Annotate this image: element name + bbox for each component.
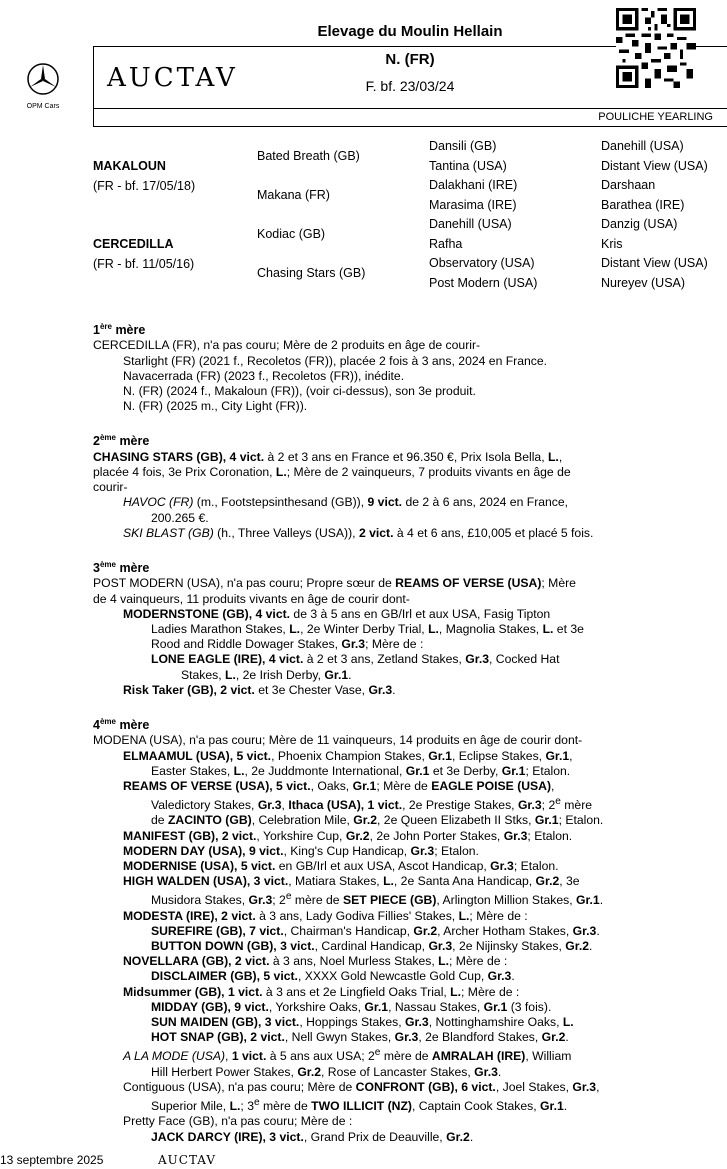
text-line: Midsummer (GB), 1 vict. à 3 ans et 2e Lingfield Oaks Trial, L.; Mère de : — [123, 984, 520, 999]
pedigree-gen2-3: Kodiac (GB) — [257, 227, 326, 241]
text-line: N. (FR) (2025 m., City Light (FR)). — [123, 399, 308, 414]
category-label: POULICHE YEARLING — [598, 111, 713, 123]
text-line: Contiguous (USA), n'a pas couru; Mère de CONFRONT (GB), 6 vict., Joel Stakes, Gr.3, — [123, 1079, 600, 1094]
section-title: 3ème mère — [93, 559, 150, 576]
text-line: HAVOC (FR) (m., Footstepsinthesand (GB)), 9 vict. de 2 à 6 ans, 2024 en France, — [123, 495, 569, 510]
text-line: Starlight (FR) (2021 f., Recoletos (FR)), placée 2 fois à 3 ans, 2024 en France. — [123, 353, 548, 368]
opm-cars-logo — [12, 62, 74, 110]
text-line: 200.265 €. — [151, 510, 209, 525]
text-line: DISCLAIMER (GB), 5 vict., XXXX Gold Newcastle Gold Cup, Gr.3. — [151, 969, 515, 984]
sire-detail: (FR - bf. 17/05/18) — [93, 179, 196, 193]
pedigree-gen3-2: Tantina (USA) — [429, 159, 507, 173]
text-line: POST MODERN (USA), n'a pas couru; Propre sœur de REAMS OF VERSE (USA); Mère — [93, 576, 576, 591]
horse-info: F. bf. 23/03/24 — [365, 78, 455, 94]
breeder-name: Elevage du Moulin Hellain — [317, 23, 503, 40]
text-line: CHASING STARS (GB), 4 vict. à 2 et 3 ans en France et 96.350 €, Prix Isola Bella, L., — [93, 449, 563, 464]
section-3rd-dam — [93, 557, 713, 698]
footer-date: 13 septembre 2025 — [0, 1153, 104, 1167]
text-line: Hill Herbert Power Stakes, Gr.2, Rose of Lancaster Stakes, Gr.3. — [151, 1064, 502, 1079]
pedigree-gen3-5: Danehill (USA) — [429, 217, 512, 231]
text-line: Navacerrada (FR) (2023 f., Recoletos (FR)), inédite. — [123, 368, 405, 383]
text-line: courir- — [93, 480, 128, 495]
text-line: A LA MODE (USA), 1 vict. à 5 ans aux USA; 2e mère de AMRALAH (IRE), William — [123, 1047, 572, 1064]
sponsor-name: OPM Cars — [26, 103, 60, 110]
text-line: SUREFIRE (GB), 7 vict., Chairman's Handicap, Gr.2, Archer Hotham Stakes, Gr.3. — [151, 923, 600, 938]
pedigree-gen4-6: Kris — [601, 237, 623, 251]
text-line: ELMAAMUL (USA), 5 vict., Phoenix Champion Stakes, Gr.1, Eclipse Stakes, Gr.1, — [123, 748, 573, 763]
text-line: N. (FR) (2024 f., Makaloun (FR)), (voir ci-dessus), son 3e produit. — [123, 383, 476, 398]
mercedes-star-icon — [26, 62, 60, 96]
text-line: MIDDAY (GB), 9 vict., Yorkshire Oaks, Gr.1, Nassau Stakes, Gr.1 (3 fois). — [151, 999, 552, 1014]
dam-name: CERCEDILLA — [93, 237, 174, 251]
sire-name: MAKALOUN — [93, 159, 166, 173]
text-line: Stakes, L., 2e Irish Derby, Gr.1. — [181, 667, 352, 682]
text-line: SUN MAIDEN (GB), 3 vict., Hoppings Stakes, Gr.3, Nottinghamshire Oaks, L. — [151, 1015, 574, 1030]
pedigree-gen3-6: Rafha — [429, 237, 463, 251]
text-line: MODERNISE (USA), 5 vict. en GB/Irl et aux USA, Ascot Handicap, Gr.3; Etalon. — [123, 858, 559, 873]
qr-code-icon — [616, 8, 696, 88]
text-line: Superior Mile, L.; 3e mère de TWO ILLICIT (NZ), Captain Cook Stakes, Gr.1. — [151, 1097, 568, 1114]
text-line: MODERNSTONE (GB), 4 vict. de 3 à 5 ans en GB/Irl et aux USA, Fasig Tipton — [123, 606, 551, 621]
text-line: Pretty Face (GB), n'a pas couru; Mère de : — [123, 1114, 353, 1129]
pedigree-gen4-7: Distant View (USA) — [601, 256, 708, 270]
text-line: de 4 vainqueurs, 11 produits vivants en âge de courir dont- — [93, 591, 410, 606]
text-line: placée 4 fois, 3e Prix Coronation, L.; Mère de 2 vainqueurs, 7 produits vivants en âge de — [93, 464, 571, 479]
pedigree-gen3-3: Dalakhani (IRE) — [429, 178, 518, 192]
text-line: Musidora Stakes, Gr.3; 2e mère de SET PIECE (GB), Arlington Million Stakes, Gr.1. — [151, 891, 604, 908]
text-line: MANIFEST (GB), 2 vict., Yorkshire Cup, Gr.2, 2e John Porter Stakes, Gr.3; Etalon. — [123, 828, 573, 843]
text-line: Valedictory Stakes, Gr.3, Ithaca (USA), 1 vict., 2e Prestige Stakes, Gr.3; 2e mère — [151, 796, 593, 813]
pedigree-gen3-4: Marasima (IRE) — [429, 198, 517, 212]
text-line: NOVELLARA (GB), 2 vict. à 3 ans, Noel Murless Stakes, L.; Mère de : — [123, 954, 508, 969]
text-line: Easter Stakes, L., 2e Juddmonte International, Gr.1 et 3e Derby, Gr.1; Etalon. — [151, 763, 571, 778]
pedigree-gen2-1: Bated Breath (GB) — [257, 149, 360, 163]
section-1st-dam — [93, 319, 713, 414]
pedigree-gen3-1: Dansili (GB) — [429, 139, 497, 153]
dam-detail: (FR - bf. 11/05/16) — [93, 257, 195, 271]
text-line: REAMS OF VERSE (USA), 5 vict., Oaks, Gr.1; Mère de EAGLE POISE (USA), — [123, 778, 555, 793]
pedigree-gen4-2: Distant View (USA) — [601, 159, 708, 173]
text-line: JACK DARCY (IRE), 3 vict., Grand Prix de Deauville, Gr.2. — [151, 1129, 474, 1144]
pedigree-gen3-8: Post Modern (USA) — [429, 276, 538, 290]
pedigree-gen4-1: Danehill (USA) — [601, 139, 684, 153]
pedigree-gen2-2: Makana (FR) — [257, 188, 330, 202]
pedigree-gen4-8: Nureyev (USA) — [601, 276, 686, 290]
section-title: 2ème mère — [93, 433, 150, 449]
section-4th-dam — [93, 714, 713, 1145]
text-line: SKI BLAST (GB) (h., Three Valleys (USA)), 2 vict. à 4 et 6 ans, £10,005 et placé 5 fois. — [123, 525, 594, 540]
pedigree-gen4-4: Barathea (IRE) — [601, 198, 685, 212]
pedigree-gen4-5: Danzig (USA) — [601, 217, 678, 231]
text-line: Ladies Marathon Stakes, L., 2e Winter Derby Trial, L., Magnolia Stakes, L. et 3e — [151, 621, 584, 636]
pedigree-gen3-7: Observatory (USA) — [429, 256, 535, 270]
text-line: LONE EAGLE (IRE), 4 vict. à 2 et 3 ans, Zetland Stakes, Gr.3, Cocked Hat — [151, 652, 560, 667]
section-title: 4ème mère — [93, 716, 150, 733]
text-line: MODESTA (IRE), 2 vict. à 3 ans, Lady Godiva Fillies' Stakes, L.; Mère de : — [123, 908, 528, 923]
pedigree-gen2-4: Chasing Stars (GB) — [257, 266, 366, 280]
text-line: MODENA (USA), n'a pas couru; Mère de 11 vainqueurs, 14 produits en âge de courir dont- — [93, 733, 583, 748]
text-line: BUTTON DOWN (GB), 3 vict., Cardinal Handicap, Gr.3, 2e Nijinsky Stakes, Gr.2. — [151, 939, 593, 954]
pedigree-gen4-3: Darshaan — [601, 178, 656, 192]
text-line: de ZACINTO (GB), Celebration Mile, Gr.2, 2e Queen Elizabeth II Stks, Gr.1; Etalon. — [151, 813, 604, 828]
section-title: 1ère mère — [93, 322, 146, 338]
dam-line-text — [93, 319, 713, 1145]
horse-name: N. (FR) — [385, 51, 435, 68]
text-line: HIGH WALDEN (USA), 3 vict., Matiara Stakes, L., 2e Santa Ana Handicap, Gr.2, 3e — [123, 874, 580, 889]
header-divider — [93, 108, 727, 109]
text-line: Risk Taker (GB), 2 vict. et 3e Chester Vase, Gr.3. — [123, 682, 396, 697]
auctav-logo: AUCTAV — [107, 63, 238, 93]
footer-logo: AUCTAV — [158, 1153, 217, 1167]
text-line: Rood and Riddle Dowager Stakes, Gr.3; Mère de : — [151, 637, 424, 652]
text-line: CERCEDILLA (FR), n'a pas couru; Mère de 2 produits en âge de courir- — [93, 338, 481, 353]
text-line: MODERN DAY (USA), 9 vict., King's Cup Handicap, Gr.3; Etalon. — [123, 843, 479, 858]
section-2nd-dam — [93, 430, 713, 541]
text-line: HOT SNAP (GB), 2 vict., Nell Gwyn Stakes, Gr.3, 2e Blandford Stakes, Gr.2. — [151, 1030, 569, 1045]
